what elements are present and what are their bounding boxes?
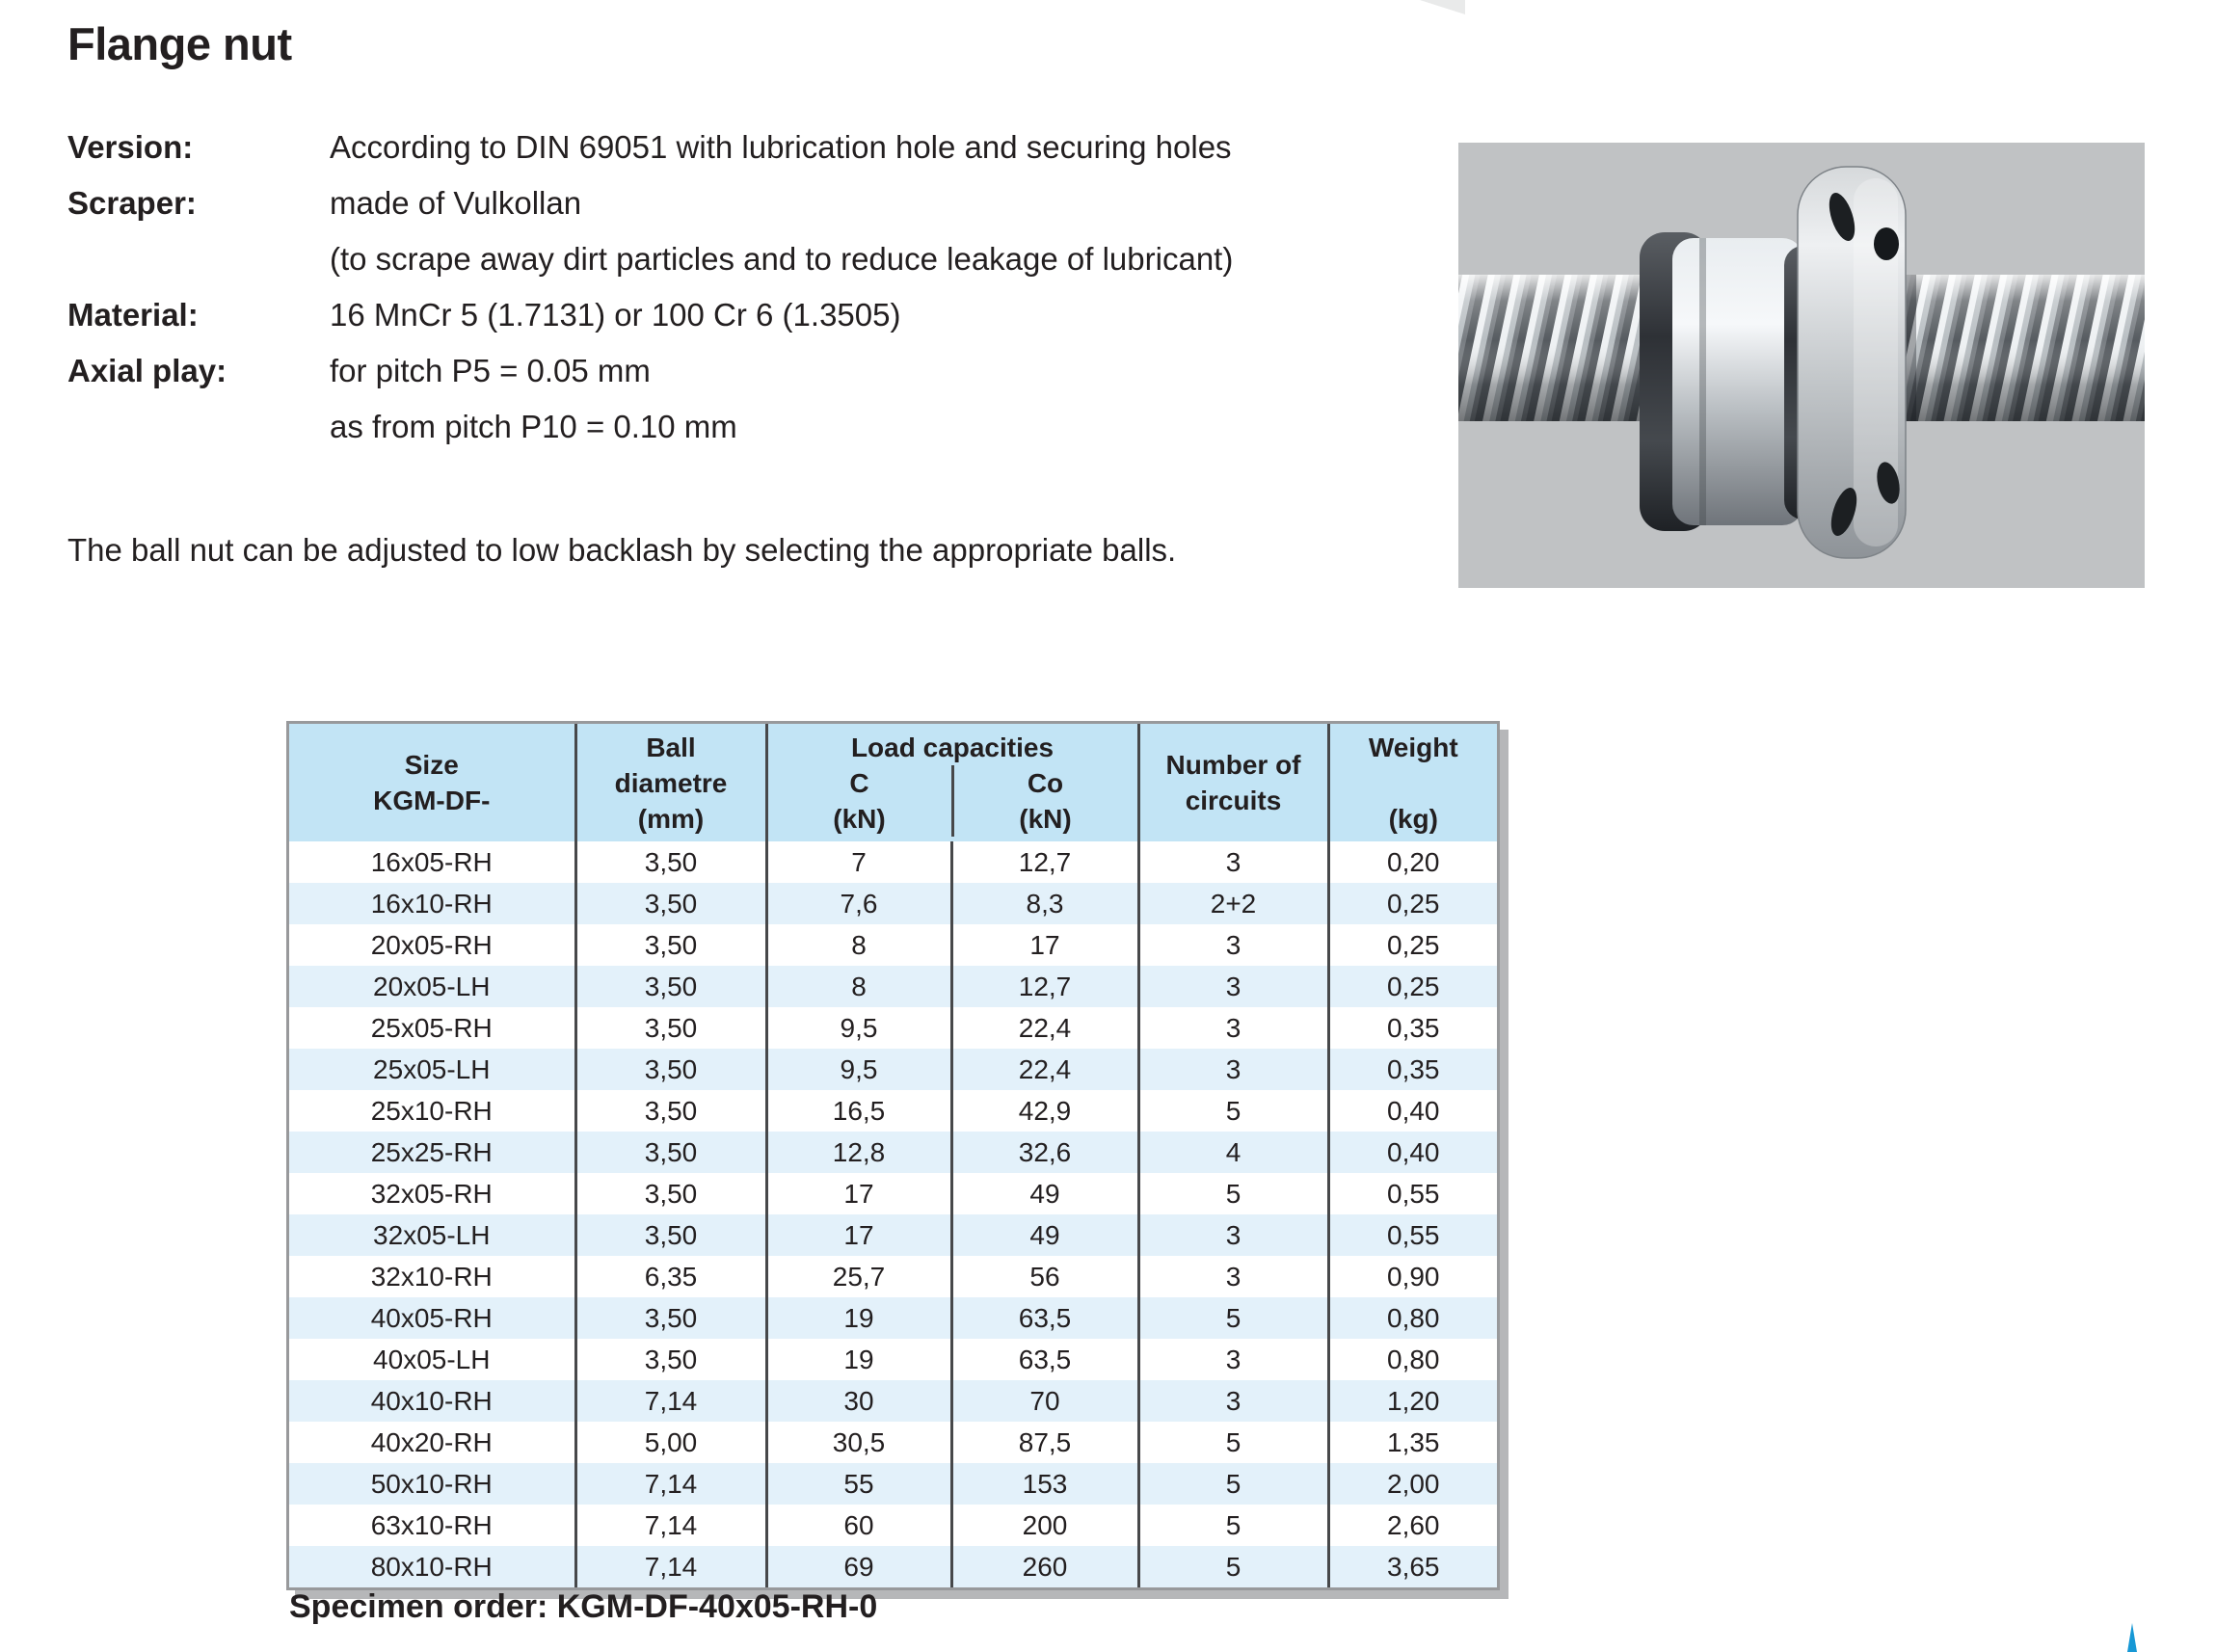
col-header-c: C (kN): [768, 765, 954, 837]
table-row: [289, 1380, 1497, 1422]
table-cell: 0,25: [1328, 924, 1497, 966]
spec-value: as from pitch P10 = 0.10 mm: [330, 409, 737, 444]
table-cell: 3: [1138, 966, 1328, 1007]
table-cell: 3: [1138, 1049, 1328, 1090]
spec-label: Scraper:: [67, 185, 197, 221]
table-cell: 30,5: [766, 1422, 951, 1463]
cell-size: 32x05-RH: [370, 1178, 493, 1209]
table-row: [289, 1297, 1497, 1339]
cell-size: 32x05-LH: [373, 1219, 491, 1250]
spec-value: 16 MnCr 5 (1.7131) or 100 Cr 6 (1.3505): [330, 297, 901, 333]
table-cell: 1,20: [1328, 1380, 1497, 1422]
note-paragraph: The ball nut can be adjusted to low backlash by selecting the appropriate balls.: [67, 532, 1177, 568]
table-cell: 0,40: [1328, 1132, 1497, 1173]
nut-body: [1672, 238, 1803, 525]
cell-size: 40x20-RH: [370, 1426, 493, 1457]
table-cell: 9,5: [766, 1049, 951, 1090]
table-cell: 5: [1138, 1546, 1328, 1587]
table-cell: 12,7: [951, 841, 1138, 883]
table-cell: 3: [1138, 1380, 1328, 1422]
table-cell: 12,7: [951, 966, 1138, 1007]
cell-size: 20x05-RH: [370, 929, 493, 960]
cell-size: 16x05-RH: [370, 846, 493, 877]
col-header-size: Size KGM-DF-: [289, 724, 575, 841]
table-row: [289, 1256, 1497, 1297]
table-row: [289, 883, 1497, 924]
table-cell: 5: [1138, 1173, 1328, 1214]
table-cell: 7: [766, 841, 951, 883]
table-cell: 5: [1138, 1463, 1328, 1505]
table-cell: 5,00: [575, 1422, 766, 1463]
table-row: [289, 1463, 1497, 1505]
spec-label: [67, 399, 330, 455]
col-header-ball-diameter: Ball diametre (mm): [575, 724, 766, 841]
table-cell: 2+2: [1138, 883, 1328, 924]
table-cell: 3,50: [575, 1007, 766, 1049]
table-cell: 3,50: [575, 1049, 766, 1090]
table-cell: 19: [766, 1297, 951, 1339]
table-cell: 7,14: [575, 1505, 766, 1546]
col-header-circuits: Number of circuits: [1138, 724, 1328, 841]
table-cell: 3: [1138, 924, 1328, 966]
blue-corner-deco: [2124, 1623, 2138, 1652]
table-cell: 5: [1138, 1297, 1328, 1339]
table-row: [289, 966, 1497, 1007]
table-cell: 7,6: [766, 883, 951, 924]
table-cell: 70: [951, 1380, 1138, 1422]
table-row: [289, 1049, 1497, 1090]
table-cell: 260: [951, 1546, 1138, 1587]
table-cell: 25,7: [766, 1256, 951, 1297]
col-header-co: Co (kN): [1019, 767, 1072, 834]
table-cell: 63,5: [951, 1339, 1138, 1380]
table-cell: 63,5: [951, 1297, 1138, 1339]
table-cell: 2,00: [1328, 1463, 1497, 1505]
table-cell: 3,50: [575, 841, 766, 883]
spec-value: (to scrape away dirt particles and to reduce leakage of lubricant): [330, 241, 1234, 277]
cell-size: 25x05-RH: [370, 1012, 493, 1043]
table-cell: 32,6: [951, 1132, 1138, 1173]
table-cell: 200: [951, 1505, 1138, 1546]
table-cell: 16,5: [766, 1090, 951, 1132]
table-cell: 0,40: [1328, 1090, 1497, 1132]
table-cell: 17: [951, 924, 1138, 966]
table-row: [289, 1546, 1497, 1587]
table-cell: 42,9: [951, 1090, 1138, 1132]
table-cell: 60: [766, 1505, 951, 1546]
corner-deco-triangle: [1420, 0, 1465, 14]
table-row: [289, 1505, 1497, 1546]
table-cell: 0,25: [1328, 966, 1497, 1007]
col-header-weight: Weight (kg): [1328, 724, 1497, 841]
table-cell: 3: [1138, 1256, 1328, 1297]
table-cell: 5: [1138, 1505, 1328, 1546]
table-row: [289, 1132, 1497, 1173]
table-cell: 49: [951, 1173, 1138, 1214]
table-cell: 0,25: [1328, 883, 1497, 924]
cell-size: 25x05-LH: [373, 1053, 491, 1084]
table-header: [289, 724, 1497, 841]
table-cell: 0,80: [1328, 1297, 1497, 1339]
screw-shaft-right: [1897, 275, 2145, 421]
table-cell: 8,3: [951, 883, 1138, 924]
table-cell: 3: [1138, 1214, 1328, 1256]
col-header-load-capacities: Load capacities C (kN) Co (kN): [766, 724, 1138, 841]
table-cell: 3: [1138, 1339, 1328, 1380]
table-cell: 0,80: [1328, 1339, 1497, 1380]
cell-size: 40x05-RH: [370, 1302, 493, 1333]
spec-label: Axial play:: [67, 353, 227, 388]
table-body: [289, 841, 1497, 1587]
cell-size: 80x10-RH: [370, 1551, 493, 1582]
table-cell: 3,50: [575, 1214, 766, 1256]
table-cell: 17: [766, 1173, 951, 1214]
table-cell: 22,4: [951, 1049, 1138, 1090]
table-cell: 0,35: [1328, 1007, 1497, 1049]
table-cell: 17: [766, 1214, 951, 1256]
table-cell: 69: [766, 1546, 951, 1587]
table-cell: 153: [951, 1463, 1138, 1505]
table-cell: 49: [951, 1214, 1138, 1256]
table-row: [289, 1090, 1497, 1132]
table-cell: 9,5: [766, 1007, 951, 1049]
flange-nut-photo: [1458, 136, 2145, 591]
spec-value: According to DIN 69051 with lubrication hole and securing holes: [330, 129, 1232, 165]
table-cell: 1,35: [1328, 1422, 1497, 1463]
table-row: [289, 924, 1497, 966]
cell-size: 40x05-LH: [373, 1344, 491, 1374]
flange-plate: [1798, 167, 1906, 558]
cell-size: 16x10-RH: [370, 888, 493, 919]
table-cell: 8: [766, 924, 951, 966]
table-row: [289, 1339, 1497, 1380]
table-cell: 3,50: [575, 1173, 766, 1214]
table-cell: 0,55: [1328, 1173, 1497, 1214]
table-cell: 6,35: [575, 1256, 766, 1297]
table-row: [289, 1007, 1497, 1049]
table-cell: 7,14: [575, 1546, 766, 1587]
table-cell: 3: [1138, 841, 1328, 883]
table-cell: 5: [1138, 1090, 1328, 1132]
table-cell: 5: [1138, 1422, 1328, 1463]
table-cell: 3,50: [575, 924, 766, 966]
table-cell: 3,50: [575, 883, 766, 924]
table-cell: 8: [766, 966, 951, 1007]
spec-value: for pitch P5 = 0.05 mm: [330, 353, 651, 388]
table-cell: 3,50: [575, 1339, 766, 1380]
table-cell: 0,20: [1328, 841, 1497, 883]
cell-size: 25x10-RH: [370, 1095, 493, 1126]
page-title: Flange nut: [67, 18, 292, 69]
table-cell: 3,50: [575, 1090, 766, 1132]
spec-value: made of Vulkollan: [330, 185, 582, 221]
table-cell: 22,4: [951, 1007, 1138, 1049]
table-cell: 3,50: [575, 1132, 766, 1173]
table-row: [289, 1173, 1497, 1214]
screw-shaft-left: [1458, 275, 1667, 421]
table-cell: 3: [1138, 1007, 1328, 1049]
table-cell: 56: [951, 1256, 1138, 1297]
table-row: [289, 841, 1497, 883]
spec-label: Version:: [67, 129, 194, 165]
table-cell: 0,35: [1328, 1049, 1497, 1090]
table-cell: 4: [1138, 1132, 1328, 1173]
table-cell: 2,60: [1328, 1505, 1497, 1546]
spec-list: [67, 120, 1233, 455]
cell-size: 32x10-RH: [370, 1261, 493, 1292]
table-cell: 7,14: [575, 1380, 766, 1422]
table-row: [289, 1214, 1497, 1256]
flange-hole: [1874, 227, 1899, 260]
table-cell: 0,90: [1328, 1256, 1497, 1297]
table-row: [289, 1422, 1497, 1463]
table-cell: 55: [766, 1463, 951, 1505]
table-cell: 7,14: [575, 1463, 766, 1505]
specimen-order-text: Specimen order: KGM-DF-40x05-RH-0: [289, 1588, 878, 1625]
cell-size: 20x05-LH: [373, 971, 491, 1001]
cell-size: 40x10-RH: [370, 1385, 493, 1416]
table-cell: 12,8: [766, 1132, 951, 1173]
table-cell: 3,50: [575, 1297, 766, 1339]
table-cell: 3,65: [1328, 1546, 1497, 1587]
cell-size: 25x25-RH: [370, 1136, 493, 1167]
table-cell: 3,50: [575, 966, 766, 1007]
cell-size: 50x10-RH: [370, 1468, 493, 1499]
table-cell: 19: [766, 1339, 951, 1380]
table-cell: 0,55: [1328, 1214, 1497, 1256]
dimension-table: [289, 724, 1497, 1587]
table-cell: 30: [766, 1380, 951, 1422]
cell-size: 63x10-RH: [370, 1509, 493, 1540]
dimension-table-container: [286, 721, 1500, 1590]
spec-label: [67, 231, 330, 287]
table-cell: 87,5: [951, 1422, 1138, 1463]
spec-label: Material:: [67, 297, 199, 333]
